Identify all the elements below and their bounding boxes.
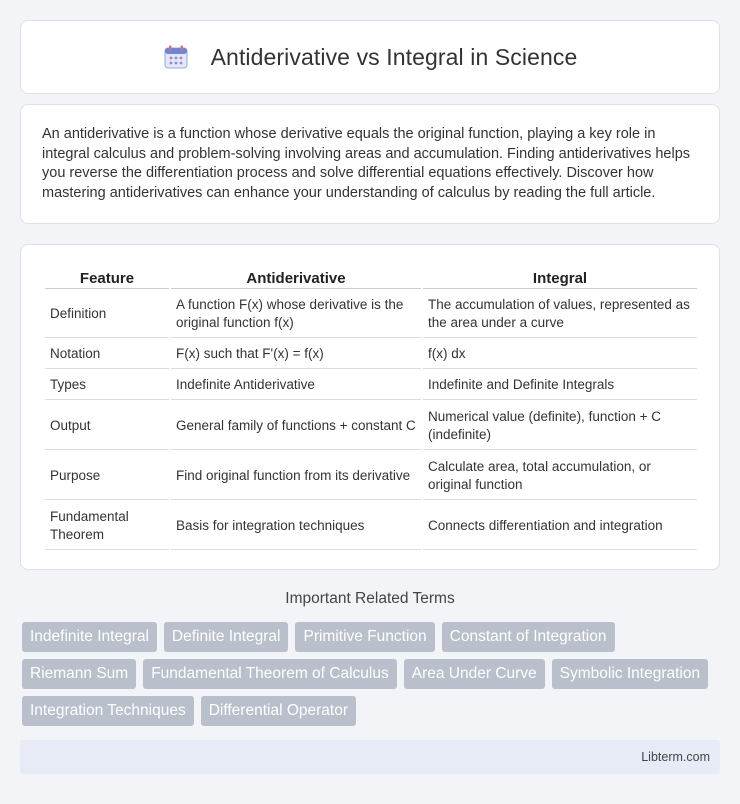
related-terms-title: Important Related Terms	[285, 590, 455, 607]
column-header: Antiderivative	[171, 267, 421, 289]
table-row	[45, 371, 697, 400]
related-term-tag[interactable]: Indefinite Integral	[22, 622, 157, 652]
table-header-row	[45, 267, 697, 289]
related-term-tag[interactable]: Differential Operator	[201, 696, 356, 726]
intro-text: An antiderivative is a function whose derivative equals the original function, playing a key role in integral calculus and problem-solving involving areas and accumulation. Finding antiderivatives helps you reverse the differentiation process and solve differential equations effectively. Discover how mastering antiderivatives can enhance your understanding of calculus by reading the full article.	[42, 126, 691, 201]
comparison-table	[43, 265, 699, 552]
title-card	[20, 20, 720, 94]
antiderivative-cell: Find original function from its derivative	[171, 452, 421, 500]
related-term-tag[interactable]: Constant of Integration	[442, 622, 615, 652]
page-title: Antiderivative vs Integral in Science	[210, 43, 578, 70]
antiderivative-cell: Basis for integration techniques	[171, 502, 421, 550]
column-header: Integral	[423, 267, 697, 289]
feature-cell: Output	[45, 402, 169, 450]
related-term-tag[interactable]: Riemann Sum	[22, 659, 136, 689]
table-row	[45, 502, 697, 550]
feature-cell: Types	[45, 371, 169, 400]
intro-card	[20, 104, 720, 224]
related-terms-list	[22, 622, 722, 733]
integral-cell: Indefinite and Definite Integrals	[423, 371, 697, 400]
related-term-tag[interactable]: Symbolic Integration	[552, 659, 708, 689]
related-term-tag[interactable]: Definite Integral	[164, 622, 289, 652]
footer	[20, 740, 720, 774]
feature-cell: Purpose	[45, 452, 169, 500]
feature-cell: Fundamental Theorem	[45, 502, 169, 550]
integral-cell: Calculate area, total accumulation, or original function	[423, 452, 697, 500]
related-term-tag[interactable]: Primitive Function	[295, 622, 434, 652]
integral-cell: The accumulation of values, represented as the area under a curve	[423, 291, 697, 338]
related-term-tag[interactable]: Fundamental Theorem of Calculus	[143, 659, 397, 689]
integral-cell: Connects differentiation and integration	[423, 502, 697, 550]
table-row	[45, 402, 697, 450]
related-term-tag[interactable]: Integration Techniques	[22, 696, 194, 726]
footer-site-link[interactable]: Libterm.com	[641, 750, 710, 764]
feature-cell: Definition	[45, 291, 169, 338]
table-row	[45, 291, 697, 338]
antiderivative-cell: General family of functions + constant C	[171, 402, 421, 450]
integral-cell: f(x) dx	[423, 340, 697, 369]
calendar-icon	[163, 44, 189, 70]
table-row	[45, 340, 697, 369]
antiderivative-cell: Indefinite Antiderivative	[171, 371, 421, 400]
comparison-card	[20, 244, 720, 570]
related-term-tag[interactable]: Area Under Curve	[404, 659, 545, 689]
antiderivative-cell: F(x) such that F'(x) = f(x)	[171, 340, 421, 369]
integral-cell: Numerical value (definite), function + C (indefinite)	[423, 402, 697, 450]
antiderivative-cell: A function F(x) whose derivative is the original function f(x)	[171, 291, 421, 338]
table-row	[45, 452, 697, 500]
column-header: Feature	[45, 267, 169, 289]
feature-cell: Notation	[45, 340, 169, 369]
